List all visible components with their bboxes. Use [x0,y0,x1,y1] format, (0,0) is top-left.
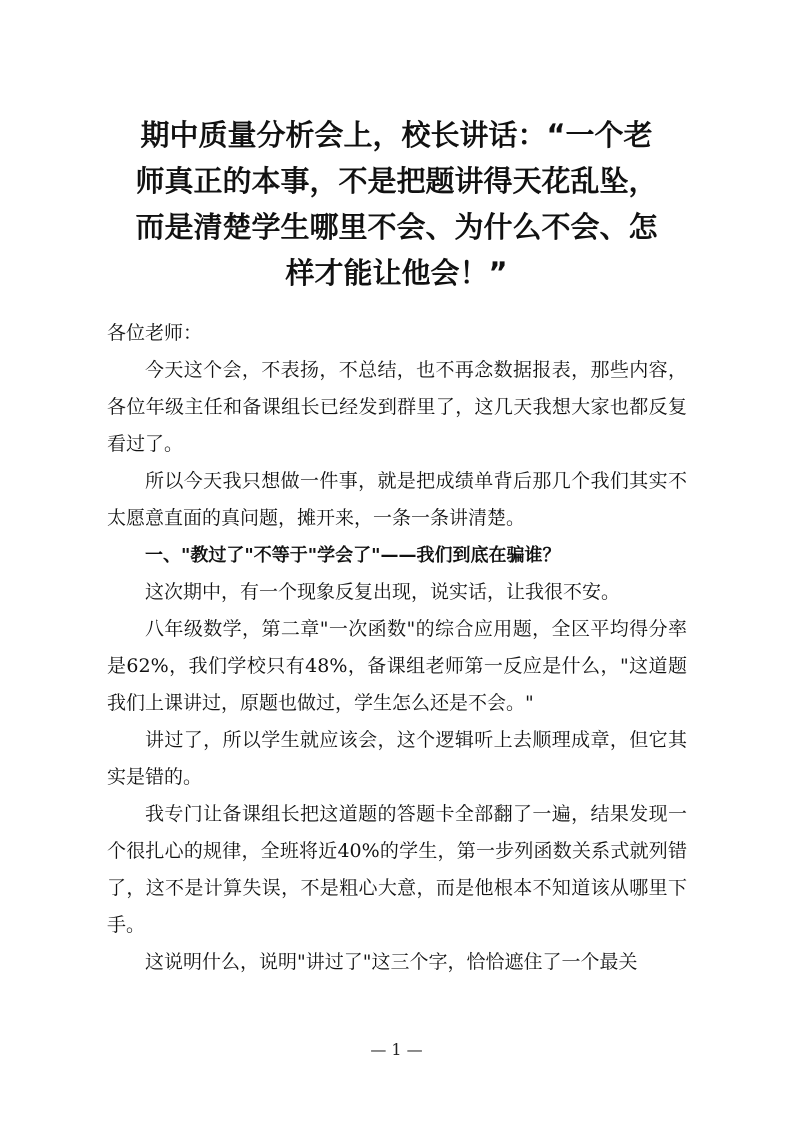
paragraph: 讲过了，所以学生就应该会，这个逻辑听上去顺理成章，但它其实是错的。 [107,729,687,788]
paragraph: 这说明什么，说明"讲过了"这三个字，恰恰遮住了一个最关 [145,951,638,973]
title-line: 期中质量分析会上，校长讲话：“一个老 [140,118,653,152]
paragraph: 我专门让备课组长把这道题的答题卡全部翻了一遍，结果发现一个很扎心的规律，全班将近40%的学生，第一步列函数关系式就列错了，这不是计算失误，不是粗心大意，而是他根本不知道该从哪里下手。 [107,803,687,936]
title-line: 而是清楚学生哪里不会、为什么不会、怎 [135,210,658,244]
title-line: 样才能让他会！” [285,256,508,290]
title-line: 师真正的本事，不是把题讲得天花乱坠， [135,164,658,198]
document-title [100,112,693,296]
paragraph: 这次期中，有一个现象反复出现，说实话，让我很不安。 [145,581,621,603]
section-heading: 一、"教过了"不等于"学会了"——我们到底在骗谁？ [145,545,561,566]
paragraph: 八年级数学，第二章"一次函数"的综合应用题，全区平均得分率是62%，我们学校只有48%，备课组老师第一反应是什么，"这道题我们上课讲过，原题也做过，学生怎么还是不会。" [107,618,687,714]
document-body [107,315,687,981]
paragraph: 所以今天我只想做一件事，就是把成绩单背后那几个我们其实不太愿意直面的真问题，摊开来，一条一条讲清楚。 [107,470,687,529]
page-number: — 1 — [370,1040,423,1059]
paragraph: 今天这个会，不表扬，不总结，也不再念数据报表，那些内容，各位年级主任和备课组长已经发到群里了，这几天我想大家也都反复看过了。 [107,359,687,455]
salutation: 各位老师： [107,322,203,344]
